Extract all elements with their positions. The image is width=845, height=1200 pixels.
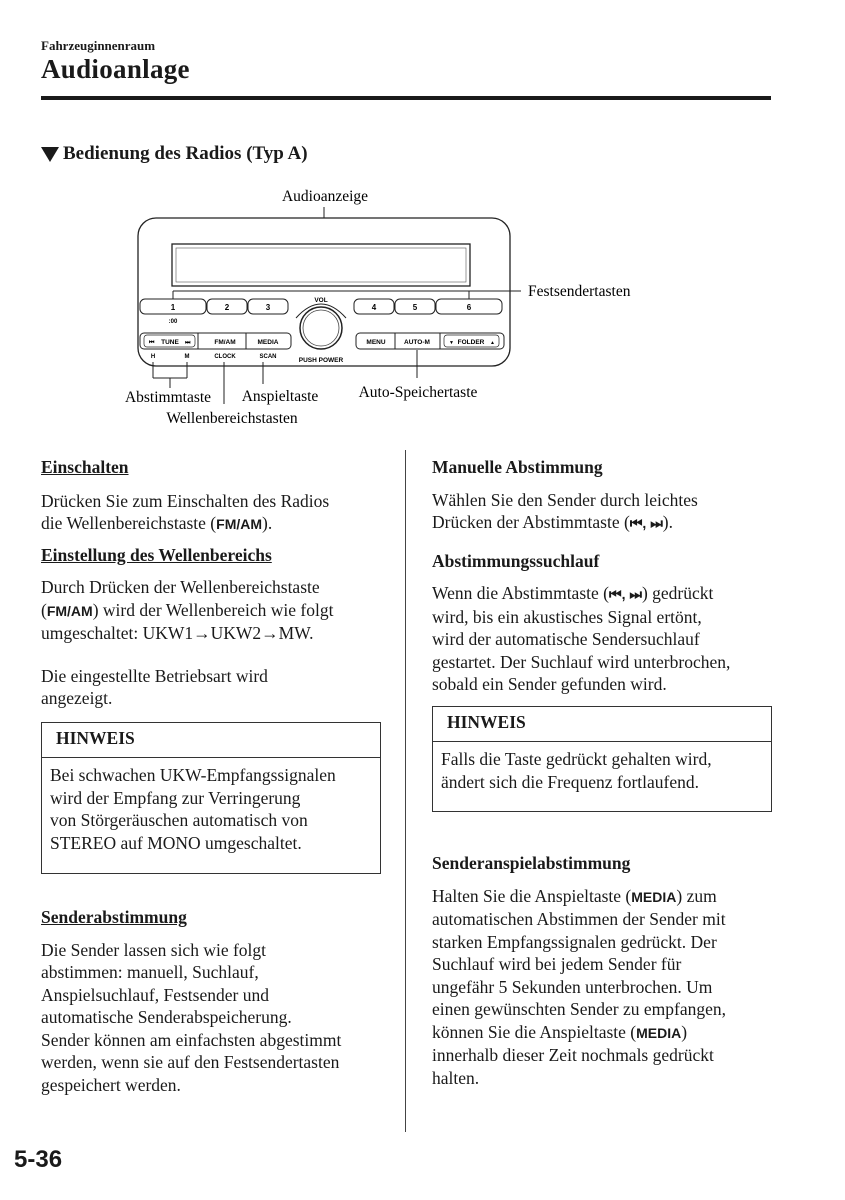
- text-run: ).: [662, 512, 673, 532]
- anspiel-line-1: [432, 885, 777, 909]
- push-power-label: PUSH POWER: [298, 357, 344, 364]
- radio-diagram: [0, 180, 845, 440]
- preset-3-label: 3: [265, 303, 271, 312]
- heading-suchlauf: Abstimmungssuchlauf: [432, 550, 600, 571]
- right-column-lower: [432, 852, 777, 1089]
- welle-line-1: Durch Drücken der Wellenbereichstaste: [41, 577, 320, 597]
- preset-1-label: 1: [170, 303, 176, 312]
- seek-fwd-icon: ⏭: [185, 340, 191, 346]
- note-line: STEREO auf MONO umgeschaltet.: [50, 832, 302, 853]
- section-heading: [41, 143, 308, 165]
- label-display: Audioanzeige: [281, 188, 369, 205]
- text-run: ) gedrückt: [641, 583, 714, 603]
- such-line: wird der automatische Sendersuchlauf: [432, 629, 700, 649]
- einschalten-line-2: [41, 512, 391, 536]
- breadcrumb: Fahrzeuginnenraum: [41, 38, 156, 53]
- preset-1-sub-label: :00: [168, 319, 178, 325]
- heading-senderabstimmung: Senderabstimmung: [41, 907, 187, 927]
- sender-line: Sender können am einfachsten abgestimmt: [41, 1029, 342, 1050]
- text-run: die Wellenbereichstaste (: [41, 513, 217, 533]
- label-scan: Anspieltaste: [241, 388, 319, 405]
- preset-2-label: 2: [224, 303, 230, 312]
- left-column: [41, 456, 391, 710]
- left-column-lower: [41, 906, 396, 1096]
- fmam-key: FM/AM: [216, 516, 263, 532]
- anspiel-line: Suchlauf wird bei jedem Sender für: [432, 954, 682, 974]
- right-column: [432, 456, 777, 696]
- media-key: MEDIA: [631, 888, 677, 905]
- seek-back-icon: ⏮: [149, 340, 155, 346]
- automem-button-label: AUTO-M: [404, 339, 430, 346]
- clock-label: CLOCK: [214, 354, 236, 360]
- note-heading: HINWEIS: [42, 723, 380, 758]
- sender-line: gespeichert werden.: [41, 1074, 181, 1095]
- title-rule: [41, 96, 771, 100]
- page-title: Audioanlage: [41, 54, 190, 84]
- preset-4-label: 4: [371, 303, 377, 312]
- menu-button-label: MENU: [366, 339, 386, 346]
- preset-5-label: 5: [412, 303, 418, 312]
- tune-m-label: M: [184, 354, 190, 360]
- text-run: ): [681, 1021, 688, 1042]
- anspiel-line: halten.: [432, 1067, 480, 1088]
- seek-keys: ⏮, ⏭: [629, 515, 663, 531]
- welle-line-3: umgeschaltet: UKW1→UKW2→MW.: [41, 623, 314, 643]
- heading-manuell: Manuelle Abstimmung: [432, 457, 603, 477]
- anspiel-line: starken Empfangssignalen gedrückt. Der: [432, 931, 717, 952]
- text-run: Halten Sie die Anspieltaste (: [432, 885, 632, 906]
- manuell-line-1: Wählen Sie den Sender durch leichtes: [432, 489, 698, 510]
- preset-6-label: 6: [466, 303, 472, 312]
- seek-keys: ⏮, ⏭: [608, 586, 642, 602]
- sender-line: automatische Senderabspeicherung.: [41, 1007, 292, 1027]
- media-button-label: MEDIA: [257, 339, 279, 346]
- note-line: Bei schwachen UKW-Empfangssignalen: [50, 765, 336, 785]
- sender-line: Die Sender lassen sich wie folgt: [41, 939, 267, 960]
- folder-down-icon: ▼: [449, 340, 454, 346]
- section-title: Bedienung des Radios (Typ A): [63, 143, 308, 164]
- text-run: (: [41, 599, 47, 620]
- note-box-right: [432, 706, 772, 812]
- fmam-button-label: FM/AM: [214, 339, 236, 346]
- such-line-1: [432, 582, 777, 606]
- anspiel-line: einen gewünschten Sender zu empfangen,: [432, 999, 726, 1019]
- label-band: Wellenbereichstasten: [166, 410, 298, 427]
- manuell-line-2: [432, 511, 777, 535]
- text-run: können Sie die Anspieltaste (: [432, 1021, 637, 1042]
- note-body: [433, 742, 771, 793]
- betrieb-line-1: Die eingestellte Betriebsart wird: [41, 665, 268, 686]
- such-line: sobald ein Sender gefunden wird.: [432, 674, 667, 694]
- note-line: wird der Empfang zur Verringerung: [50, 787, 301, 808]
- scan-label: SCAN: [259, 354, 277, 360]
- note-line: ändert sich die Frequenz fortlaufend.: [441, 771, 700, 792]
- note-line: Falls die Taste gedrückt gehalten wird,: [441, 749, 712, 769]
- such-line: wird, bis ein akustisches Signal ertönt,: [432, 606, 702, 627]
- sender-line: Anspielsuchlauf, Festsender und: [41, 984, 269, 1005]
- note-body: [42, 758, 380, 854]
- label-automem: Auto-Speichertaste: [358, 384, 478, 401]
- fmam-key: FM/AM: [46, 602, 93, 619]
- anspiel-line: ungefähr 5 Sekunden unterbrochen. Um: [432, 976, 713, 997]
- einschalten-line-1: Drücken Sie zum Einschalten des Radios: [41, 490, 330, 511]
- triangle-marker-icon: [41, 147, 59, 162]
- note-box-left: [41, 722, 381, 874]
- vol-label: VOL: [314, 297, 328, 304]
- welle-line-2: [41, 599, 391, 623]
- media-key: MEDIA: [636, 1024, 682, 1041]
- folder-up-icon: ▲: [490, 340, 495, 346]
- text-run: Wenn die Abstimmtaste (: [432, 583, 609, 603]
- label-tune: Abstimmtaste: [124, 389, 212, 406]
- betrieb-line-2: angezeigt.: [41, 688, 113, 708]
- text-run: Drücken der Abstimmtaste (: [432, 512, 630, 532]
- anspiel-line-7: [432, 1021, 777, 1045]
- such-line: gestartet. Der Suchlauf wird unterbrochen,: [432, 651, 731, 672]
- label-presets: Festsendertasten: [528, 283, 631, 300]
- text-run: ) wird der Wellenbereich wie folgt: [92, 599, 334, 620]
- text-run: ) zum: [676, 885, 717, 906]
- heading-einschalten: Einschalten: [41, 457, 129, 477]
- tune-h-label: H: [150, 354, 156, 360]
- heading-wellenbereich: Einstellung des Wellenbereichs: [41, 544, 272, 565]
- anspiel-line: innerhalb dieser Zeit nochmals gedrückt: [432, 1045, 714, 1065]
- text-run: ).: [262, 513, 273, 533]
- page-number: 5-36: [14, 1146, 63, 1173]
- note-line: von Störgeräuschen automatisch von: [50, 810, 308, 830]
- sender-line: abstimmen: manuell, Suchlauf,: [41, 962, 259, 982]
- heading-anspiel: Senderanspielabstimmung: [432, 853, 631, 873]
- tune-button-label: TUNE: [161, 339, 179, 346]
- folder-button-label: FOLDER: [457, 339, 485, 346]
- column-divider: [405, 450, 406, 1132]
- note-heading: HINWEIS: [433, 707, 771, 742]
- sender-line: werden, wenn sie auf den Festsendertasten: [41, 1052, 340, 1072]
- anspiel-line: automatischen Abstimmen der Sender mit: [432, 909, 726, 929]
